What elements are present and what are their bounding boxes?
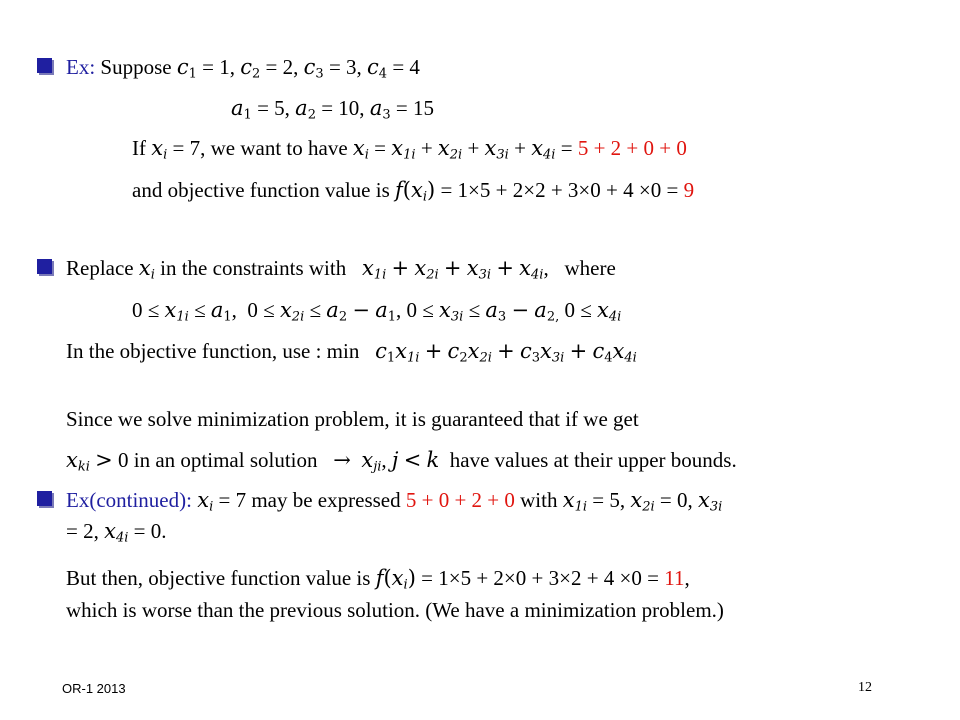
replace-line: Replace $x_i$ in the constraints with $x_{1i} + x_{2i} + x_{3i} + x_{4i}$, where xyxy=(66,256,616,283)
bullet-icon xyxy=(37,58,52,73)
objective-value: 9 xyxy=(683,178,695,202)
continued-example-line: Ex(continued): $x_i = 7$ may be expressed 5 + 0 + 2 + 0 with $x_{1i} = 5$, $x_{2i} = 0$, $x_{3i}$ xyxy=(66,488,723,515)
worse-objective-line: But then, objective function value is $f(x_i) = 1\times 5 + 2\times 0 + 3\times 2 + 4 \times 0 = 11$, xyxy=(66,566,690,593)
constraint-line: $0 \le x_{1i} \le a_1$, $0 \le x_{2i} \le a_2 - a_1$, $0 \le x_{3i} \le a_3 - a_{2,}$ $0 \le x_{4i}$ xyxy=(132,298,622,325)
objective-function-line: In the objective function, use : min $c_1x_{1i} + c_2x_{2i} + c_3x_{3i} + c_4x_{4i}$ xyxy=(66,339,637,366)
conclusion-line: which is worse than the previous solution. (We have a minimization problem.) xyxy=(66,598,724,622)
upper-bounds-line: $x_{ki} > 0$ in an optimal solution → $x_{ji}$, j < k have values at their upper bounds. xyxy=(66,448,737,475)
page-number: 12 xyxy=(858,680,872,695)
continued-example-line-2: = 2, $x_{4i} = 0$. xyxy=(66,519,167,546)
alternate-decomposition: 5 + 0 + 2 + 0 xyxy=(405,488,515,512)
example-line-objective: and objective function value is $f(x_i) = 1\times 5 + 2\times 2 + 3\times 0 + 4 \times 0 = 9$ xyxy=(132,178,695,205)
guarantee-line: Since we solve minimization problem, it is guaranteed that if we get xyxy=(66,407,639,431)
worse-objective-value: 11 xyxy=(664,566,685,590)
example-line-decomposition: If $x_i = 7$, we want to have $x_i = x_{1i} + x_{2i} + x_{3i} + x_{4i} = 5 + 2 + 0 + 0$ xyxy=(132,136,687,163)
example-line-bounds: $a_1 = 5$, $a_2 = 10$, $a_3 = 15$ xyxy=(231,96,434,123)
example-line-costs: Ex: Suppose $c_1 = 1$, $c_2 = 2$, $c_3 = 3$, $c_4 = 4$ xyxy=(66,55,420,82)
bullet-icon xyxy=(37,491,52,506)
example-label: Ex: xyxy=(66,55,96,79)
decomposition-values: 5 + 2 + 0 + 0 xyxy=(577,136,687,160)
footer-course: OR-1 2013 xyxy=(62,681,126,696)
bullet-icon xyxy=(37,259,52,274)
